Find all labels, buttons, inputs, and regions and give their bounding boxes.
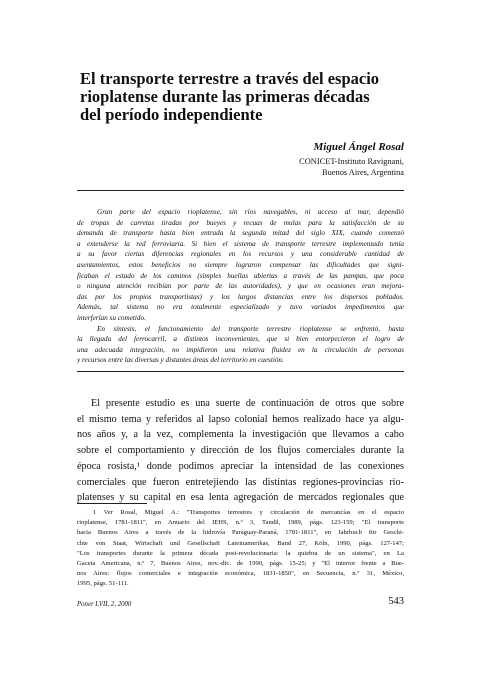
abstract-line: a su favor ciertas diferencias regionales en los recursos y una considerable cantidad de [77, 250, 404, 259]
abstract-line: o ninguna atención recibían por parte de las autoridades), y que en ocasiones eran mejora- [77, 282, 404, 291]
title-line: rioplatense durante las primeras décadas [80, 87, 370, 106]
body-line: nos años y, a la vez, complementa la investigación que llevamos a cabo [77, 429, 404, 441]
footnote-line: "Los transportes durante la primera década post-revolucionaria: la quiebra de un sistema", en La [77, 549, 404, 557]
footnote-line: chte von Staat, Wirtschaft und Gesellschaft Lateinamerikas, Band 27, Köln, 1990, págs. 127-147; [77, 539, 404, 547]
author-name: Miguel Ángel Rosal [313, 141, 404, 153]
footnote-divider [77, 503, 147, 504]
title-line: del período independiente [80, 105, 263, 124]
footnote [77, 508, 404, 590]
footnote-line: 1 Ver Rosal, Miguel A.: "Transportes terrestres y circulación de mercancías en el espacio [93, 509, 404, 516]
author-affiliation [240, 157, 404, 178]
abstract-line: asentamientos, estos beneficios no siempre lograron compensar las dificultades que signi- [77, 260, 404, 269]
footnote-line: 1995, págs. 51-111. [77, 580, 129, 588]
journal-reference: Poner LVII, 2, 2000 [77, 601, 132, 608]
abstract [77, 207, 404, 366]
footnote-line: rioplatense, 1781-1811", en Anuario del IEHS, n.º 3, Tandil, 1989, págs. 123-159; "El transporte [77, 519, 404, 527]
abstract-line: y recursos entre las diversas y distantes áreas del territorio en cuestión. [77, 356, 284, 365]
affiliation-line: CONICET-Instituto Ravignani, [299, 157, 404, 166]
affiliation-line: Buenos Aires, Argentina [322, 167, 404, 177]
abstract-line: una adecuada integración, no impidieron una relativa fluidez en la circulación de personas [77, 345, 404, 354]
abstract-line: En síntesis, el funcionamiento del transporte terrestre rioplatense se enfrentó, hasta [97, 324, 404, 333]
body-line: platenses y su capital en esa lenta agregación de mercados regionales que [77, 492, 404, 504]
abstract-line: demanda de transporte hasta bien entrada la segunda mitad del siglo XIX, cuando comenzó [77, 229, 404, 238]
body-text [77, 396, 404, 506]
abstract-line: Además, tal sistema no era totalmente especializado y tuvo variados impedimentos que [77, 303, 404, 312]
body-line: época rosista,¹ donde podimos apreciar la intensidad de las conexiones [77, 460, 404, 472]
bottom-divider [77, 371, 404, 372]
body-line: comerciales que fueron entretejiendo las distintas regiones-provincias rio- [77, 476, 404, 488]
footnote-line: hacia Buenos Aires a través de la hidrovía Paraguay-Paraná, 1781-1811", en Jahrbuch für Geschi- [77, 529, 404, 537]
page-number: 543 [388, 596, 404, 607]
abstract-line: de tropas de carretas tiradas por bueyes y recuas de mulas para la satisfacción de su [77, 218, 404, 227]
body-line: sobre el comportamiento y dirección de los flujos comerciales durante la [77, 445, 404, 457]
body-line: El presente estudio es una suerte de continuación de otros que sobre [91, 398, 404, 409]
abstract-line: das por los propios transportistas) y los largos distancias entre los dispersos poblados. [77, 292, 404, 301]
footnote-line: nos Aires: flujos comerciales e integración económica, 1831-1850", en Secuencia, n.º 31, México, [77, 570, 404, 578]
article-title [80, 70, 400, 124]
abstract-line: a extenderse la red ferroviaria. Si bien el sistema de transporte terrestre implementado tenía [77, 239, 404, 248]
title-line: El transporte terrestre a través del espacio [80, 69, 380, 88]
footnote-line: Gaceta Americana, n.º 7, Buenos Aires, nov.-dic. de 1990, págs. 15-25; y "El interior frente a Bue- [77, 560, 404, 568]
top-divider [77, 190, 404, 191]
abstract-line: ficaban el estado de los caminos (simples huellas abiertas a través de las pampas, que poca [77, 271, 404, 280]
abstract-line: la llegada del ferrocarril, a distintos inconvenientes, que si bien entorpecieron el logro de [77, 335, 404, 344]
abstract-line: interferían su cometido. [77, 313, 146, 322]
abstract-line: Gran parte del espacio rioplatense, sin ríos navegables, ni acceso al mar, dependió [97, 208, 404, 216]
body-line: el mismo tema y referidos al lapso colonial hemos realizado hace ya algu- [77, 413, 404, 425]
